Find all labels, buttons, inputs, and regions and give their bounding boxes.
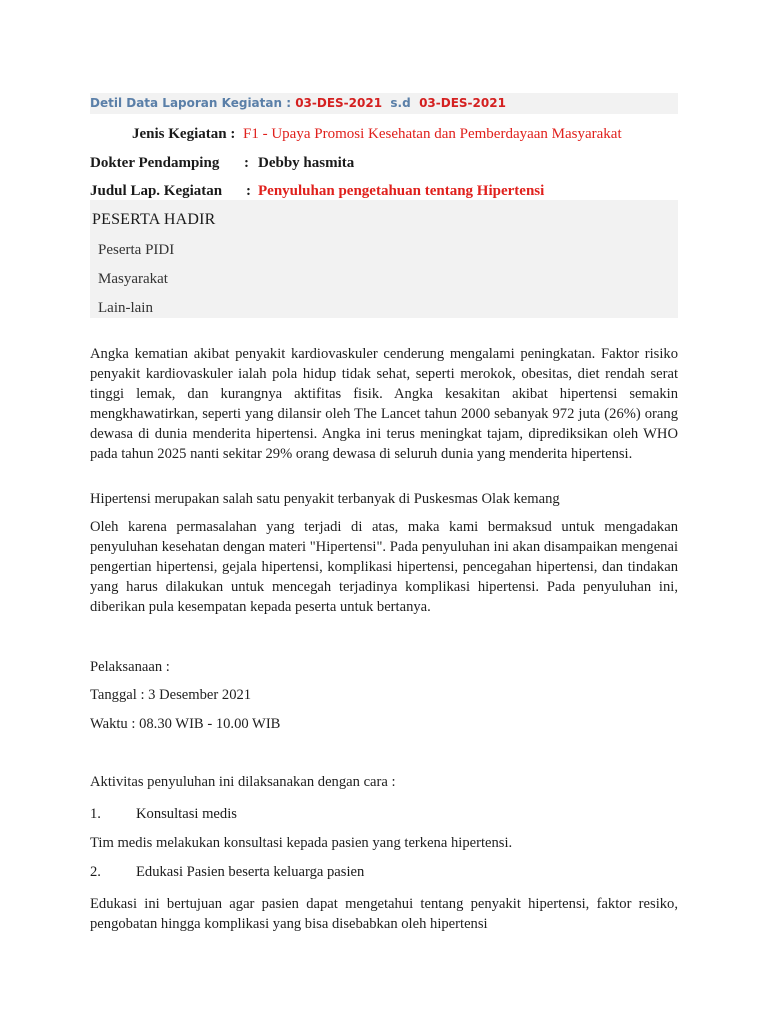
peserta-item-lain: Lain-lain bbox=[98, 300, 153, 316]
jenis-kegiatan-label: Jenis Kegiatan : bbox=[132, 126, 236, 142]
dokter-pendamping-colon: : bbox=[244, 155, 249, 171]
list-item-2-number: 2. bbox=[90, 864, 101, 880]
header-date-end: 03-DES-2021 bbox=[419, 96, 506, 110]
header-sd: s.d bbox=[390, 96, 411, 110]
header-label: Detil Data Laporan Kegiatan : bbox=[90, 96, 296, 110]
dokter-pendamping-value: Debby hasmita bbox=[258, 155, 355, 171]
judul-kegiatan-value: Penyuluhan pengetahuan tentang Hipertensi bbox=[258, 183, 545, 199]
judul-kegiatan-label: Judul Lap. Kegiatan bbox=[90, 183, 223, 199]
paragraph-puskesmas: Hipertensi merupakan salah satu penyakit terbanyak di Puskesmas Olak kemang bbox=[90, 491, 560, 507]
paragraph-background: Angka kematian akibat penyakit kardiovaskuler cenderung mengalami peningkatan. Faktor risiko penyakit kardiovaskuler ialah pola hidup tidak sehat, seperti merokok, obesitas, diet rendah serat tinggi lemak, dan kurangnya aktifitas fisik. Angka kesakitan akibat hipertensi semakin mengkhawatirkan, seperti yang dilansir oleh The Lancet tahun 2000 sebanyak 972 juta (26%) orang dewasa di dunia menderita hipertensi. Angka ini terus meningkat tajam, diprediksikan oleh WHO pada tahun 2025 nanti sekitar 29% orang dewasa di seluruh dunia yang menderita hipertensi. bbox=[90, 346, 678, 462]
list-item-1-number: 1. bbox=[90, 806, 101, 822]
paragraph-purpose: Oleh karena permasalahan yang terjadi di atas, maka kami bermaksud untuk mengadakan penyuluhan kesehatan dengan materi "Hipertensi". Pada penyuluhan ini akan disampaikan mengenai pengertian hipertensi, gejala hipertensi, komplikasi hipertensi, pencegahan hipertensi, dan tindakan yang harus dilakukan untuk mencegah terjadinya komplikasi hipertensi. Pada penyuluhan ini, diberikan pula kesempatan kepada peserta untuk bertanya. bbox=[90, 519, 678, 615]
peserta-item-masyarakat: Masyarakat bbox=[98, 271, 168, 287]
dokter-pendamping-label: Dokter Pendamping bbox=[90, 155, 220, 171]
list-item-1-desc: Tim medis melakukan konsultasi kepada pasien yang terkena hipertensi. bbox=[90, 835, 513, 851]
pelaksanaan-heading: Pelaksanaan : bbox=[90, 659, 170, 675]
aktivitas-heading: Aktivitas penyuluhan ini dilaksanakan dengan cara : bbox=[90, 774, 396, 790]
list-item-2-desc: Edukasi ini bertujuan agar pasien dapat mengetahui tentang penyakit hipertensi, faktor resiko, pengobatan hingga komplikasi yang bisa disebabkan oleh hipertensi bbox=[90, 896, 678, 932]
header-date-start: 03-DES-2021 bbox=[295, 96, 383, 110]
tanggal-line: Tanggal : 3 Desember 2021 bbox=[90, 687, 252, 703]
judul-kegiatan-colon: : bbox=[246, 183, 251, 199]
report-header bbox=[90, 93, 678, 114]
jenis-kegiatan-value: F1 - Upaya Promosi Kesehatan dan Pemberdayaan Masyarakat bbox=[243, 126, 622, 142]
waktu-line: Waktu : 08.30 WIB - 10.00 WIB bbox=[90, 716, 281, 732]
peserta-title: PESERTA HADIR bbox=[92, 211, 216, 228]
peserta-item-pidi: Peserta PIDI bbox=[98, 242, 175, 258]
list-item-2-label: Edukasi Pasien beserta keluarga pasien bbox=[136, 864, 365, 880]
list-item-1-label: Konsultasi medis bbox=[136, 806, 237, 822]
